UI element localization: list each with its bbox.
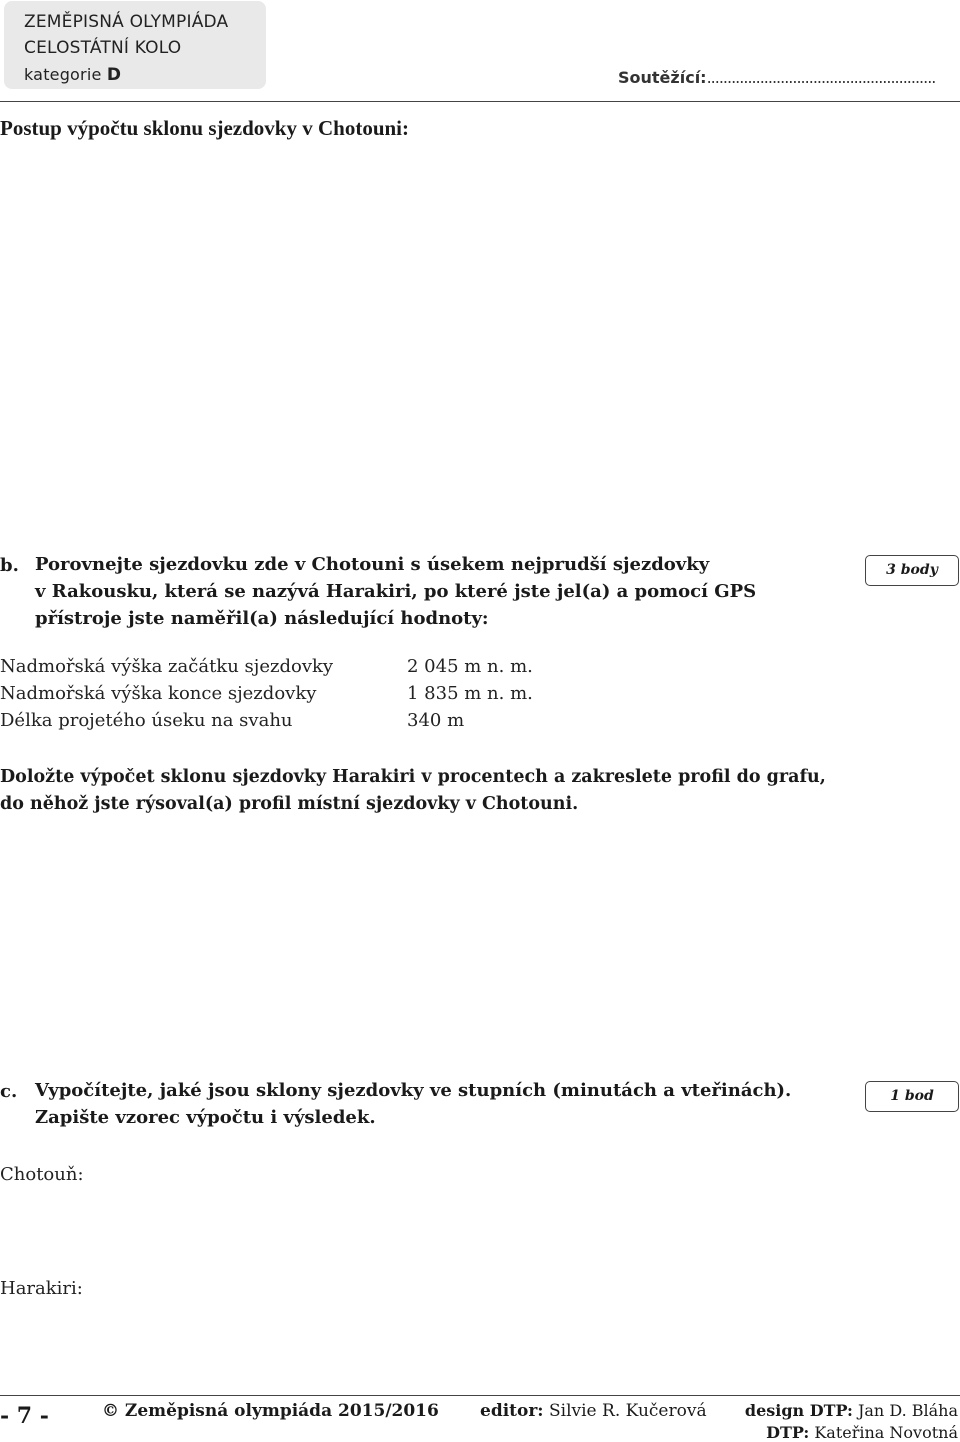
- olympiad-badge: [4, 1, 266, 89]
- task-b-line-1: Porovnejte sjezdovku zde v Chotouni s úsekem nejprudší sjezdovky: [35, 554, 710, 575]
- footer-editor: [480, 1401, 707, 1421]
- measurement-label-2: Nadmořská výška konce sjezdovky: [0, 683, 317, 704]
- task-b-points: 3 body: [865, 555, 959, 586]
- task-b-line-2: v Rakousku, která se nazývá Harakiri, po které jste jel(a) a pomocí GPS: [35, 581, 757, 602]
- task-b-line-3: přístroje jste naměřil(a) následující hodnoty:: [35, 608, 489, 629]
- task-b-instruction: [0, 764, 826, 818]
- olympiad-title: ZEMĚPISNÁ OLYMPIÁDA: [24, 12, 229, 32]
- measurement-label-1: Nadmořská výška začátku sjezdovky: [0, 656, 334, 677]
- task-c-points: 1 bod: [865, 1081, 959, 1112]
- task-c-text: [35, 1077, 791, 1131]
- category: [24, 65, 121, 85]
- round-title: CELOSTÁTNÍ KOLO: [24, 38, 182, 58]
- task-c-letter: c.: [0, 1081, 18, 1102]
- measurement-value-1: 2 045 m n. m.: [407, 656, 533, 677]
- contestant-field: [618, 68, 958, 87]
- section-heading: Postup výpočtu sklonu sjezdovky v Chotouni:: [0, 116, 410, 140]
- answer-label-chotoun: Chotouň:: [0, 1164, 84, 1185]
- editor-label: editor:: [480, 1401, 544, 1421]
- task-b-text: [35, 551, 756, 632]
- measurement-value-2: 1 835 m n. m.: [407, 683, 533, 704]
- editor-name: Silvie R. Kučerová: [549, 1401, 707, 1421]
- measurement-value-3: 340 m: [407, 710, 465, 731]
- answer-label-harakiri: Harakiri:: [0, 1278, 83, 1299]
- task-c-line-1: Vypočítejte, jaké jsou sklony sjezdovky ve stupních (minutách a vteřinách).: [35, 1080, 792, 1101]
- task-b-instruction-line-1: Doložte výpočet sklonu sjezdovky Harakiri v procentech a zakreslete profil do grafu,: [0, 767, 826, 787]
- task-c-line-2: Zapište vzorec výpočtu i výsledek.: [35, 1107, 376, 1128]
- task-b-letter: b.: [0, 555, 19, 576]
- footer-copyright: © Zeměpisná olympiáda 2015/2016: [102, 1401, 439, 1421]
- contestant-label: Soutěžící:: [618, 68, 707, 87]
- task-b-instruction-line-2: do něhož jste rýsoval(a) profil místní sjezdovky v Chotouni.: [0, 794, 579, 814]
- footer-divider: [0, 1395, 960, 1396]
- footer-dtp: [766, 1423, 958, 1442]
- page-number: - 7 -: [0, 1403, 49, 1429]
- dtp-name: Kateřina Novotná: [814, 1423, 958, 1442]
- design-name: Jan D. Bláha: [857, 1401, 958, 1420]
- dtp-label: DTP:: [766, 1423, 810, 1442]
- footer-design: [745, 1401, 958, 1420]
- category-label: kategorie: [24, 65, 102, 84]
- contestant-dots: ........................................................: [706, 68, 936, 87]
- header-divider: [0, 101, 960, 102]
- measurement-label-3: Délka projetého úseku na svahu: [0, 710, 293, 731]
- design-label: design DTP:: [744, 1401, 853, 1420]
- category-value: D: [106, 65, 122, 85]
